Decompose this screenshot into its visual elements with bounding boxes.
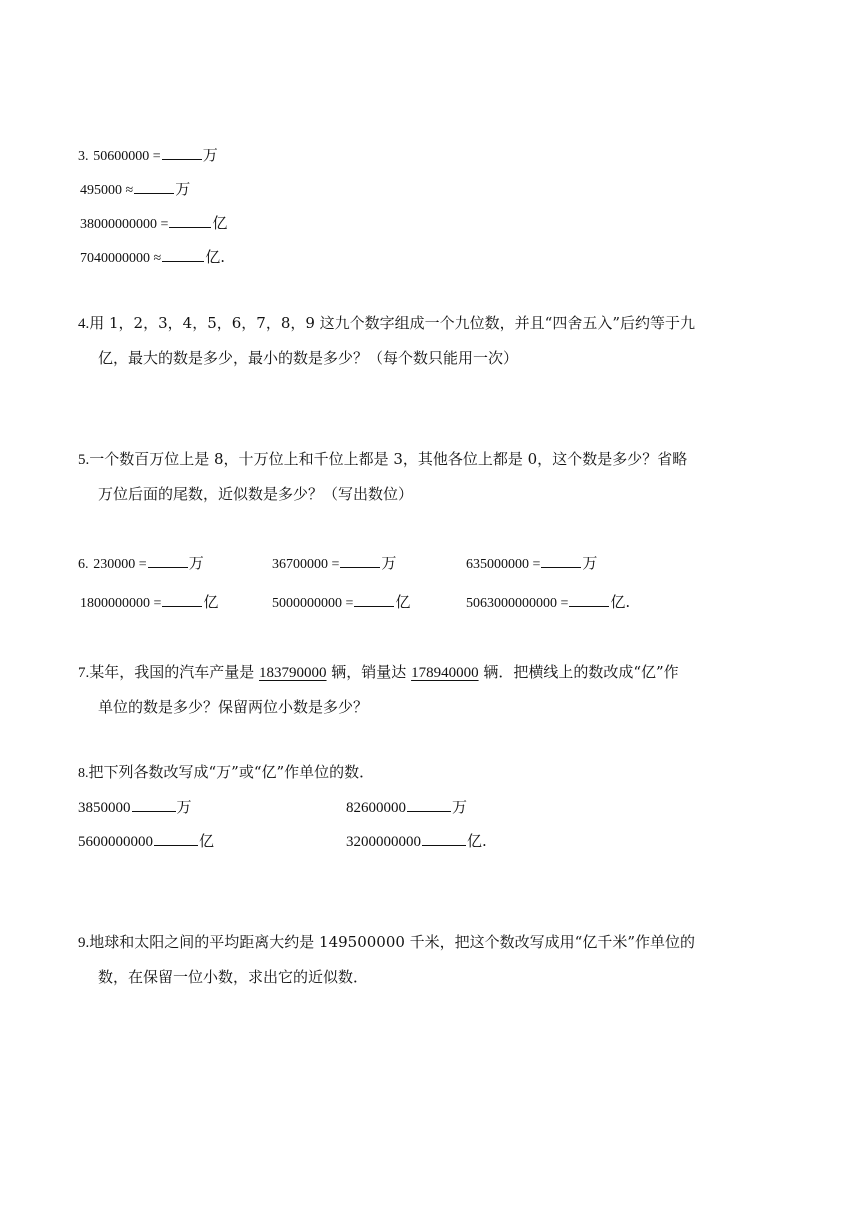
q3-line-4 bbox=[80, 247, 225, 269]
q4-number: 4. bbox=[78, 316, 90, 332]
q3-line-3 bbox=[80, 213, 227, 235]
q3-unit-3: 亿 bbox=[212, 214, 228, 232]
q6-row-1-col-2 bbox=[272, 553, 396, 575]
q9-text-line-1: 地球和太阳之间的平均距离大约是 149500000 千米，把这个数改写成用“亿千米”作单位的 bbox=[89, 933, 696, 951]
q8-unit: 亿 bbox=[199, 832, 215, 850]
q9-number: 9. bbox=[78, 935, 90, 951]
q7-number: 7. bbox=[78, 665, 90, 681]
q8-row-1-col-2 bbox=[346, 797, 467, 818]
q3-line-2 bbox=[80, 179, 190, 201]
q8-unit: 亿. bbox=[467, 832, 487, 850]
q3-expr-4: 7040000000 ≈ bbox=[80, 251, 162, 266]
q6-unit: 万 bbox=[582, 554, 598, 572]
q6-expr: 1800000000 = bbox=[80, 596, 162, 611]
q3-expr-2: 495000 ≈ bbox=[80, 183, 134, 198]
q7-production-value: 183790000 bbox=[259, 665, 327, 681]
q6-unit: 亿 bbox=[395, 593, 411, 611]
q8-expr: 5600000000 bbox=[78, 834, 153, 850]
q8-title-line bbox=[78, 762, 374, 784]
answer-blank[interactable] bbox=[154, 831, 198, 846]
q6-unit: 亿 bbox=[203, 593, 219, 611]
q6-expr: 36700000 = bbox=[272, 557, 340, 572]
q8-row-2-col-1 bbox=[78, 831, 214, 852]
answer-blank[interactable] bbox=[354, 592, 394, 607]
q7-paragraph bbox=[78, 655, 784, 724]
answer-blank[interactable] bbox=[541, 553, 581, 568]
q6-number: 6. bbox=[78, 557, 89, 572]
answer-blank[interactable] bbox=[162, 592, 202, 607]
q5-paragraph bbox=[78, 442, 784, 511]
q4-text-line-1: 用 1，2，3，4，5，6，7，8，9 这九个数字组成一个九位数，并且“四舍五入”后约等于九 bbox=[89, 314, 696, 332]
q8-row-2-col-2 bbox=[346, 831, 487, 852]
q6-unit: 万 bbox=[381, 554, 397, 572]
q9-text-line-2: 数，在保留一位小数，求出它的近似数． bbox=[98, 968, 369, 986]
answer-blank[interactable] bbox=[407, 797, 451, 812]
q6-expr: 230000 = bbox=[93, 557, 147, 572]
q8-row-1-col-1 bbox=[78, 797, 192, 818]
q8-expr: 3200000000 bbox=[346, 834, 421, 850]
q7-sales-value: 178940000 bbox=[411, 665, 479, 681]
q6-row-2-col-3 bbox=[466, 592, 630, 614]
q6-unit: 亿. bbox=[610, 593, 631, 611]
answer-blank[interactable] bbox=[569, 592, 609, 607]
answer-blank[interactable] bbox=[340, 553, 380, 568]
q3-unit-4: 亿. bbox=[205, 248, 225, 266]
q5-number: 5. bbox=[78, 452, 90, 468]
answer-blank[interactable] bbox=[132, 797, 176, 812]
q7-text-part-3: 辆．把横线上的数改成“亿”作 bbox=[478, 663, 679, 681]
q3-number: 3. bbox=[78, 149, 89, 164]
q4-paragraph bbox=[78, 306, 784, 375]
answer-blank[interactable] bbox=[148, 553, 188, 568]
q6-expr: 5000000000 = bbox=[272, 596, 354, 611]
q3-unit-1: 万 bbox=[202, 146, 218, 164]
answer-blank[interactable] bbox=[169, 213, 211, 228]
q6-row-1-col-3 bbox=[466, 553, 597, 575]
q3-expr-3: 38000000000 = bbox=[80, 217, 169, 232]
q6-row-2-col-1 bbox=[80, 592, 218, 614]
q5-text-line-2: 万位后面的尾数，近似数是多少？（写出数位） bbox=[98, 485, 414, 503]
answer-blank[interactable] bbox=[162, 145, 202, 160]
q8-unit: 万 bbox=[452, 798, 468, 816]
q4-text-line-2: 亿，最大的数是多少，最小的数是多少？（每个数只能用一次） bbox=[98, 349, 519, 367]
q8-unit: 万 bbox=[176, 798, 192, 816]
q7-text-part-1: 某年，我国的汽车产量是 bbox=[89, 663, 260, 681]
q6-unit: 万 bbox=[188, 554, 204, 572]
answer-blank[interactable] bbox=[162, 247, 204, 262]
q6-expr: 635000000 = bbox=[466, 557, 541, 572]
q8-title: 把下列各数改写成“万”或“亿”作单位的数． bbox=[88, 763, 375, 781]
q3-unit-2: 万 bbox=[175, 180, 191, 198]
q9-paragraph bbox=[78, 925, 784, 994]
q6-expr: 5063000000000 = bbox=[466, 596, 569, 611]
q8-number: 8. bbox=[78, 766, 89, 781]
answer-blank[interactable] bbox=[134, 179, 174, 194]
q6-row-2-col-2 bbox=[272, 592, 410, 614]
answer-blank[interactable] bbox=[422, 831, 466, 846]
q5-text-line-1: 一个数百万位上是 8，十万位上和千位上都是 3，其他各位上都是 0，这个数是多少？省略 bbox=[89, 450, 688, 468]
q8-expr: 3850000 bbox=[78, 800, 131, 816]
q3-expr-1: 50600000 = bbox=[93, 149, 161, 164]
q6-row-1-col-1 bbox=[78, 553, 204, 575]
q7-text-part-2: 辆，销量达 bbox=[326, 663, 412, 681]
q8-expr: 82600000 bbox=[346, 800, 406, 816]
q3-line-1 bbox=[78, 145, 218, 167]
q7-text-line-2: 单位的数是多少？保留两位小数是多少？ bbox=[98, 698, 369, 716]
